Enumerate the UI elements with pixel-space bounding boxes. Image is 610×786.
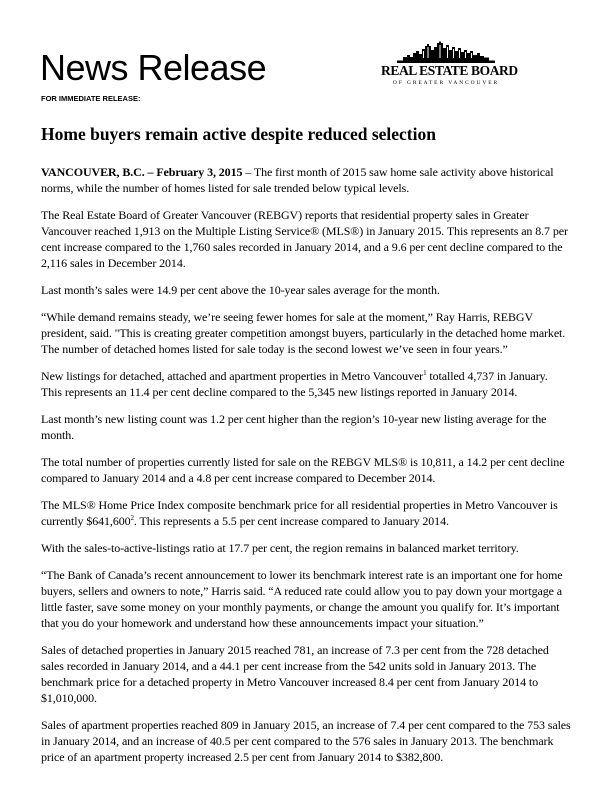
paragraph-5-text-before: New listings for detached, attached and apartment properties in Metro Vancouver: [41, 369, 424, 383]
release-label: FOR IMMEDIATE RELEASE:: [41, 94, 141, 103]
paragraph-11: Sales of detached properties in January 2015 reached 781, an increase of 7.3 per cent from the 728 detached sales recorded in January 2014, and a 44.1 per cent increase from the 542 units sold in January 2013. The benchmark price for a detached property in Metro Vancouver increased 8.4 per cent from January 2014 to $1,010,000.: [41, 643, 549, 705]
paragraph-3: Last month’s sales were 14.9 per cent above the 10-year sales average for the month.: [41, 283, 440, 297]
paragraph-12: Sales of apartment properties reached 809 in January 2015, an increase of 7.4 per cent compared to the 753 sales in January 2014, and an increase of 40.5 per cent compared to the 576 sales in January 2013. The benchmark price of an apartment property increased 2.5 per cent from January 2014 to $382,800.: [41, 718, 571, 764]
article-body: [41, 164, 571, 776]
paragraph-8-text-after: . This represents a 5.5 per cent increase compared to January 2014.: [133, 514, 449, 528]
paragraph-1-text: – The first month of 2015 saw home sale activity above historical norms, while the number of homes listed for sale trended below typical levels.: [41, 165, 554, 195]
paragraph-1: [41, 164, 571, 196]
paragraph-8: [41, 497, 571, 529]
paragraph-2: The Real Estate Board of Greater Vancouver (REBGV) reports that residential property sales in Greater Vancouver reached 1,913 on the Multiple Listing Service® (MLS®) in January 2015. This represents an 8.7 per cent increase compared to the 1,760 sales recorded in January 2014, and a 9.6 per cent decline compared to the 2,116 sales in December 2014.: [41, 208, 568, 270]
paragraph-10: “The Bank of Canada’s recent announcement to lower its benchmark interest rate is an important one for home buyers, sellers and owners to note,” Harris said. “A reduced rate could allow you to pay down your mortgage a little faster, save some money on your monthly payments, or change the amount you qualify for. It’s important that you do your homework and understand how these announcements impact your situation.”: [41, 568, 563, 630]
footnote-marker-1: 1: [423, 369, 427, 377]
paragraph-5-text-after: totalled 4,737 in January. This represents an 11.4 per cent decline compared to the 5,345 new listings reported in January 2014.: [41, 369, 548, 399]
paragraph-7: The total number of properties currently listed for sale on the REBGV MLS® is 10,811, a 14.2 per cent decline compared to January 2014 and a 4.8 per cent increase compared to December 2014.: [41, 455, 565, 485]
paragraph-8-text-before: The MLS® Home Price Index composite benchmark price for all residential properties in Metro Vancouver is currently $641,600: [41, 498, 558, 528]
page-title: News Release: [40, 47, 267, 88]
rebgv-logo: [381, 41, 518, 91]
article-headline: Home buyers remain active despite reduced selection: [41, 124, 436, 144]
logo-name: REAL ESTATE BOARD: [381, 63, 518, 78]
logo-subtitle: OF GREATER VANCOUVER: [392, 80, 500, 86]
paragraph-5: [41, 368, 571, 400]
paragraph-4: “While demand remains steady, we’re seeing fewer homes for sale at the moment,” Ray Harris, REBGV president, said. "This is creating greater competition amongst buyers, particularly in the detached home market. The number of detached homes listed for sale today is the second lowest we’ve seen in four years.”: [41, 310, 566, 356]
city-skyline-icon: [397, 41, 495, 63]
footnote-marker-2: 2: [130, 514, 134, 522]
dateline: VANCOUVER, B.C. – February 3, 2015: [41, 165, 243, 179]
paragraph-6: Last month’s new listing count was 1.2 per cent higher than the region’s 10-year new listing average for the month.: [41, 412, 547, 442]
paragraph-9: With the sales-to-active-listings ratio at 17.7 per cent, the region remains in balanced market territory.: [41, 541, 519, 555]
